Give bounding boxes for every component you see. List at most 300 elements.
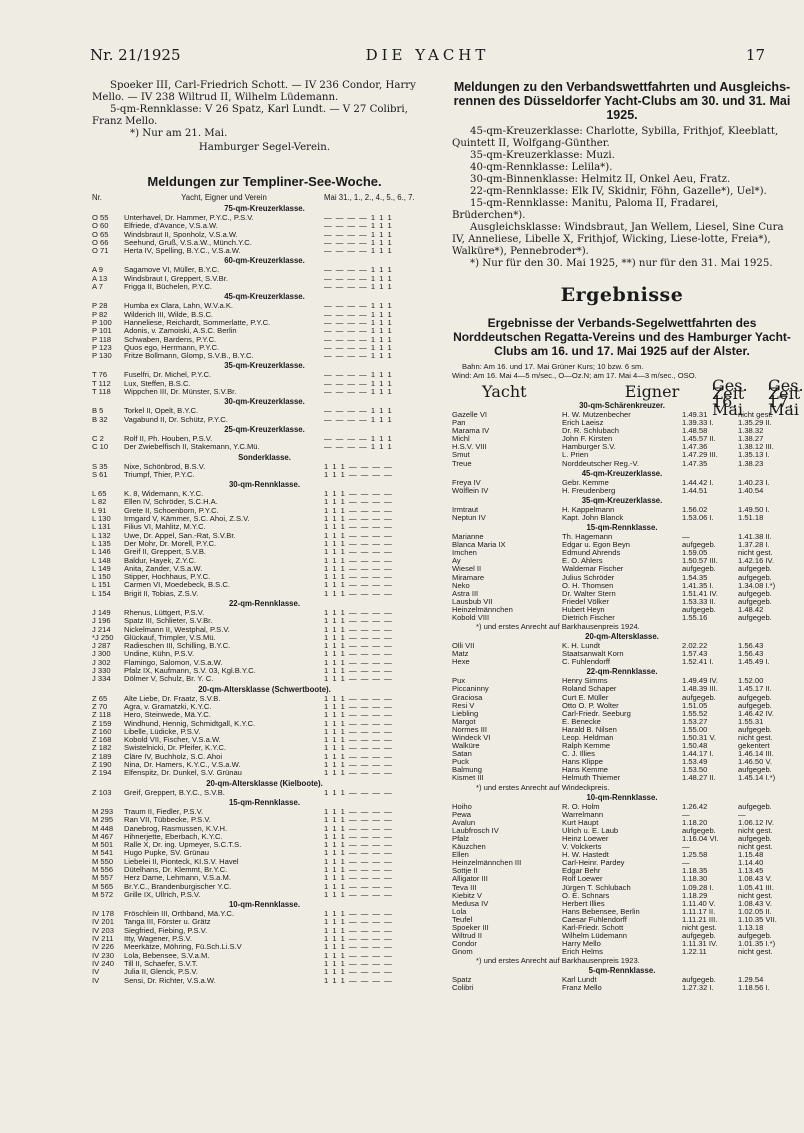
class-heading: 22-qm-Rennklasse. <box>228 598 301 608</box>
sail-number: J 302 <box>92 657 111 667</box>
yacht-entry: Meerkätze, Möhring, Fü.Sch.Li.S.V <box>124 942 242 952</box>
sail-number: B 32 <box>92 414 108 424</box>
time-17-mai: aufgegeb. <box>738 931 772 941</box>
owner-name: Gebr. Kemme <box>562 477 609 487</box>
meldungen-title: Meldungen zu den Verbandswettfahrten und Ausgleichs-rennen des Düsseldorfer Yacht-Clubs am 30. und 31. Mai 1925. <box>453 80 791 122</box>
sail-number: A 13 <box>92 273 108 283</box>
race-marks: — — — — 1 1 1 <box>324 282 393 292</box>
race-marks: 1 1 1 — — — — <box>324 934 393 944</box>
yacht-name: Teva III <box>452 882 477 892</box>
race-marks: 1 1 1 — — — — <box>324 925 393 935</box>
race-marks: — — — — 1 1 1 <box>324 246 393 256</box>
race-marks: 1 1 1 — — — — <box>324 547 393 557</box>
time-17-mai: 1.05.41 III. <box>738 882 774 892</box>
sail-number: C 2 <box>92 433 104 443</box>
owner-name: Carl-Heinr. Pardey <box>562 858 625 868</box>
yacht-entry: Lux, Steffen, B.S.C. <box>124 378 191 388</box>
time-16-mai: 1.56.02 <box>682 504 708 514</box>
yacht-entry: Siegfried, Fiebing, P.S.V. <box>124 925 208 935</box>
time-17-mai: 1.52.00 <box>738 676 764 686</box>
yacht-entry: Frigga II, Büchelen, P.Y.C. <box>124 282 212 292</box>
yacht-entry: Itty, Wagener, P.S.V. <box>124 934 192 944</box>
sail-number: L 82 <box>92 497 107 507</box>
yacht-name: Piccaninny <box>452 684 489 694</box>
ergebnisse-heading: Ergebnisse <box>560 284 684 306</box>
yacht-name: Spatz <box>452 975 472 985</box>
time-17-mai: 1.34.08 I.*) <box>738 580 776 590</box>
yacht-name: Teufel <box>452 914 473 924</box>
section-title: Meldungen zur Templiner-See-Woche. <box>147 174 382 189</box>
time-17-mai: aufgegeb. <box>738 801 772 811</box>
race-marks: — — — — 1 1 1 <box>324 414 393 424</box>
wind-info: Wind: Am 16. Mai 4—5 m/sec., O—Oz.N; am 17. Mai 4—3 m/sec., OSO. <box>452 371 697 380</box>
sail-number: L 154 <box>92 588 111 598</box>
sail-number: J 287 <box>92 641 111 651</box>
time-16-mai: — <box>682 842 690 852</box>
time-16-mai: 1.52.41 I. <box>682 657 714 667</box>
magazine-title: DIE YACHT <box>365 46 490 64</box>
time-16-mai: 1.44.42 I. <box>682 477 714 487</box>
yacht-entry: Till II, Schaefer, S.V.T. <box>124 958 198 968</box>
sail-number: IV 203 <box>92 925 114 935</box>
yacht-entry: Ellen IV, Schröder, S.C.H.A. <box>124 497 218 507</box>
time-17-mai: 1.35.13 I. <box>738 450 770 460</box>
race-marks: 1 1 1 — — — — <box>324 514 393 524</box>
time-17-mai: 1.13.45 <box>738 866 764 876</box>
race-marks: 1 1 1 — — — — <box>324 616 393 626</box>
table-row <box>92 590 437 598</box>
race-marks: 1 1 1 — — — — <box>324 607 393 617</box>
time-17-mai: 1.08.43 V. <box>738 898 772 908</box>
time-17-mai: nicht gest. <box>738 947 773 957</box>
time-17-mai: 1.38.27 <box>738 434 764 444</box>
sail-number: T 112 <box>92 378 111 388</box>
yacht-name: Spoeker III <box>452 922 489 932</box>
time-16-mai: 1.48.39 III. <box>682 684 718 694</box>
page-number: 17 <box>745 46 765 64</box>
time-17-mai: 1.55.31 <box>738 716 764 726</box>
yacht-name: Condor <box>452 939 477 949</box>
yacht-entry: Der Mohr, Dr. Morell, P.Y.C. <box>124 538 217 548</box>
sail-number: L 65 <box>92 489 107 499</box>
sail-number: A 9 <box>92 265 103 275</box>
time-16-mai: 1.44.51 <box>682 485 708 495</box>
time-16-mai: nicht gest. <box>682 922 717 932</box>
yacht-name: Michl <box>452 434 470 444</box>
race-marks: — — — — 1 1 1 <box>324 229 393 239</box>
time-17-mai: 1.02.05 II. <box>738 906 772 916</box>
yacht-entry: Hanneliese, Reichardt, Sommerlatte, P.Y.C. <box>124 317 271 327</box>
table-row <box>92 769 437 777</box>
owner-name: Carl-Friedr. Seeburg <box>562 708 631 718</box>
class-heading: 20-qm-Altersklasse (Kielboote). <box>206 778 323 788</box>
sail-number: L 150 <box>92 572 111 582</box>
footnote: *) und erstes Anrecht auf Barkhausenpreis 1924. <box>476 622 640 632</box>
time-17-mai: 1.40.54 <box>738 485 764 495</box>
race-marks: — — — — 1 1 1 <box>324 378 393 388</box>
time-17-mai: aufgegeb. <box>738 572 772 582</box>
yacht-entry: Julia II, Glenck, P.S.V. <box>124 967 198 977</box>
yacht-name: Resi V <box>452 700 475 710</box>
time-17-mai: 1.38.32 <box>738 426 764 436</box>
yacht-name: Kobold VIII <box>452 612 490 622</box>
yacht-entry: Triumpf, Thier, P.Y.C. <box>124 469 195 479</box>
sail-number: IV <box>92 975 100 985</box>
yacht-entry: Glückauf, Trimpler, V.S.Mü. <box>124 632 216 642</box>
time-17-mai: 1.42.16 IV. <box>738 556 775 566</box>
owner-name: Staatsanwalt Korn <box>562 649 624 659</box>
sail-number: O 71 <box>92 246 109 256</box>
yacht-name: Pfalz <box>452 833 469 843</box>
sail-number: J 300 <box>92 649 111 659</box>
class-heading: 15-qm-Rennklasse. <box>228 797 301 807</box>
sail-number: M 565 <box>92 881 114 891</box>
yacht-entry: Pfalz IX, Kaufmann, S.V. 03, Kgl.B.Y.C. <box>124 666 256 676</box>
entry-paragraph: 15-qm-Rennklasse: Manitu, Paloma II, Fradarei, Brüderchen*). <box>452 198 719 221</box>
yacht-name: Satan <box>452 749 472 759</box>
class-heading: 35-qm-Kreuzerklasse. <box>224 361 305 371</box>
race-marks: 1 1 1 — — — — <box>324 710 393 720</box>
yacht-entry: Filius VI, Mahlitz, M.Y.C. <box>124 522 206 532</box>
time-16-mai: 1.45.57 II. <box>682 434 716 444</box>
time-17-mai: 1.14.40 <box>738 858 764 868</box>
owner-name: Heinz Loewer <box>562 833 609 843</box>
sail-number: L 132 <box>92 530 111 540</box>
time-16-mai: 1.48.27 II. <box>682 773 716 783</box>
race-marks: 1 1 1 — — — — <box>324 580 393 590</box>
table-row <box>92 416 437 424</box>
yacht-name: Laubfrosch IV <box>452 825 499 835</box>
table-row <box>92 675 437 683</box>
time-17-mai: 1.46.42 IV. <box>738 708 775 718</box>
race-marks: 1 1 1 — — — — <box>324 856 393 866</box>
owner-name: K. H. Lundt <box>562 641 600 651</box>
yacht-name: Heinzelmännchen <box>452 604 513 614</box>
table-row <box>452 487 792 495</box>
owner-name: Harry Mello <box>562 939 601 949</box>
yacht-entry: Der Zwiebelfisch II, Stakemann, Y.C.Mü. <box>124 442 260 452</box>
sail-number: M 541 <box>92 848 114 858</box>
yacht-entry: Wippchen III, Dr. Münster, S.V.Br. <box>124 387 237 397</box>
sail-number: L 131 <box>92 522 111 532</box>
time-17-mai: aufgegeb. <box>738 588 772 598</box>
race-marks: 1 1 1 — — — — <box>324 649 393 659</box>
entry-paragraph: 22-qm-Rennklasse: Elk IV, Skidnir, Föhn, Gazelle*), Uel*). <box>470 186 767 197</box>
yacht-entry: Stipper, Hochhaus, P.Y.C. <box>124 572 211 582</box>
owner-name: Helmuth Thiemer <box>562 773 621 783</box>
sail-number: M 556 <box>92 865 114 874</box>
yacht-entry: Rolf II, Ph. Houben, P.S.V. <box>124 433 213 443</box>
sail-number: M 467 <box>92 831 114 841</box>
owner-name: Th. Hagemann <box>562 532 613 542</box>
yacht-entry: Baldur, Hayek, Z.Y.C. <box>124 555 197 565</box>
sail-number: P 82 <box>92 309 108 319</box>
time-17-mai: aufgegeb. <box>738 765 772 775</box>
sail-number: Z 160 <box>92 726 112 736</box>
table-row <box>452 658 792 666</box>
class-heading: 20-qm-Altersklasse (Schwertboote). <box>198 684 331 694</box>
page-header <box>90 46 765 68</box>
yacht-name: Gazelle VI <box>452 410 488 419</box>
owner-name: Jürgen T. Schlubach <box>562 882 631 892</box>
race-marks: 1 1 1 — — — — <box>324 831 393 841</box>
entry-paragraph: *) Nur für den 30. Mai 1925, **) nur für den 31. Mai 1925. <box>470 258 773 269</box>
yacht-entry: Flamingo, Salomon, V.S.a.W. <box>124 657 223 667</box>
table-row <box>92 388 437 396</box>
right-column <box>452 80 804 993</box>
yacht-entry: Ralle X, Dr. ing. Upmeyer, S.C.T.S. <box>124 840 242 850</box>
time-17-mai: 1.13.18 <box>738 922 764 932</box>
yacht-entry: Brigit II, Tobias, Z.S.V. <box>124 588 199 598</box>
time-16-mai: 1.53.33 II. <box>682 596 716 606</box>
yacht-entry: Unterhavel, Dr. Hammer, P.Y.C., P.S.V. <box>124 213 254 222</box>
race-marks: 1 1 1 — — — — <box>324 563 393 573</box>
race-marks: 1 1 1 — — — — <box>324 743 393 753</box>
yacht-entry: Ran VII, Tübbecke, P.S.V. <box>124 815 211 825</box>
table-row <box>92 891 437 899</box>
race-marks: 1 1 1 — — — — <box>324 461 393 471</box>
time-17-mai: 1.38.23 <box>738 458 764 468</box>
race-marks: 1 1 1 — — — — <box>324 889 393 899</box>
race-marks: 1 1 1 — — — — <box>324 760 393 770</box>
time-16-mai: 1.18.35 <box>682 866 708 876</box>
table-row <box>92 977 437 985</box>
sail-number: A 7 <box>92 282 103 292</box>
time-16-mai: 1.16.04 VI. <box>682 833 719 843</box>
race-marks: 1 1 1 — — — — <box>324 530 393 540</box>
owner-name: Warrelmann <box>562 809 604 819</box>
owner-name: Dietrich Fischer <box>562 612 615 622</box>
yacht-entry: Dütelhans, Dr. Klemmt, Br.Y.C. <box>124 865 228 874</box>
owner-name: Friedel Völker <box>562 596 609 606</box>
sail-number: O 65 <box>92 229 109 239</box>
yacht-name: H.S.V. VIII <box>452 442 487 452</box>
race-marks: 1 1 1 — — — — <box>324 865 393 874</box>
time-17-mai: 1.41.38 II. <box>738 532 772 542</box>
time-16-mai: 1.47.29 III. <box>682 450 718 460</box>
time-16-mai: 1.50.31 V. <box>682 733 716 742</box>
yacht-entry: Greif, Greppert, B.Y.C., S.V.B. <box>124 787 225 797</box>
time-17-mai: 1.01.35 I.*) <box>738 939 776 949</box>
race-marks: 1 1 1 — — — — <box>324 768 393 778</box>
race-marks: 1 1 1 — — — — <box>324 840 393 850</box>
time-17-mai: 1.45.14 I.*) <box>738 773 776 783</box>
sail-number: T 118 <box>92 387 111 397</box>
yacht-name: Windeck VI <box>452 733 491 742</box>
meldungen-list <box>452 126 792 270</box>
time-16-mai: aufgegeb. <box>682 564 716 574</box>
yacht-entry: Anita, Zander, V.S.a.W. <box>124 563 203 573</box>
owner-name: Otto O. P. Wolter <box>562 700 619 710</box>
time-17-mai: 1.15.48 <box>738 850 764 860</box>
owner-name: Henry Simms <box>562 676 608 686</box>
yacht-entry: Quos ego, Herrmann, P.Y.C. <box>124 342 220 352</box>
header-time-16: Ges. Zeit 16. Mai <box>712 376 748 419</box>
yacht-name: Balmung <box>452 765 482 775</box>
race-marks: — — — — 1 1 1 <box>324 334 393 344</box>
yacht-entry: Spatz III, Schlieter, S.V.Br. <box>124 616 213 626</box>
sail-number: Z 190 <box>92 760 112 770</box>
sail-number: C 10 <box>92 442 109 452</box>
sail-number: J 330 <box>92 666 111 676</box>
race-marks: 1 1 1 — — — — <box>324 588 393 598</box>
time-16-mai: 1.50.48 <box>682 741 708 751</box>
owner-name: Hamburger S.V. <box>562 442 616 452</box>
table-row <box>92 789 437 797</box>
class-heading: 22-qm-Rennklasse. <box>586 667 658 677</box>
yacht-name: Irmtraut <box>452 504 479 514</box>
class-heading: 60-qm-Kreuzerklasse. <box>224 256 305 266</box>
yacht-entry: Libelle, Lüdicke, P.S.V. <box>124 726 201 736</box>
race-marks: 1 1 1 — — — — <box>324 975 393 985</box>
owner-name: C. J. Illies <box>562 749 595 759</box>
time-17-mai: 1.38.12 III. <box>738 442 774 452</box>
time-16-mai: 1.25.58 <box>682 850 708 860</box>
sail-number: J 334 <box>92 674 111 684</box>
yacht-name: Pewa <box>452 809 471 819</box>
race-marks: — — — — 1 1 1 <box>324 442 393 452</box>
yacht-name: Walküre <box>452 741 480 751</box>
yacht-entry: Dölmer V, Schulz, Br. Y. C. <box>124 674 214 684</box>
yacht-name: Heinzelmännchen III <box>452 858 522 868</box>
yacht-entry: Seehund, Gruß, V.S.a.W., Münch.Y.C. <box>124 237 252 247</box>
time-17-mai: nicht gest. <box>738 825 773 835</box>
yacht-entry: Uwe, Dr. Appel, San.-Rat, S.V.Br. <box>124 530 236 540</box>
time-16-mai: 1.54.35 <box>682 572 708 582</box>
class-heading: 30-qm-Schärenkreuzer. <box>579 401 665 410</box>
table-row <box>92 283 437 291</box>
yacht-entry: Herta IV, Spelling, B.Y.C., V.S.a.W. <box>124 246 241 256</box>
race-marks: 1 1 1 — — — — <box>324 815 393 825</box>
table-row <box>452 948 792 956</box>
yacht-entry: Undine, Kühn, P.S.V. <box>124 649 195 659</box>
yacht-entry: Fuselfri, Dr. Michel, P.Y.C. <box>124 370 212 380</box>
time-17-mai: 1.40.23 I. <box>738 477 770 487</box>
yacht-name: Lausbub VII <box>452 596 493 606</box>
time-16-mai: 1.11.31 IV. <box>682 939 718 949</box>
class-heading: 45-qm-Kreuzerklasse. <box>224 292 305 302</box>
owner-name: Hans Bebensee, Berlin <box>562 906 640 916</box>
table-header <box>92 193 437 202</box>
sail-number: S 61 <box>92 469 108 479</box>
time-17-mai: aufgegeb. <box>738 700 772 710</box>
class-heading: 35-qm-Kreuzerklasse. <box>581 495 663 505</box>
time-16-mai: 1.41.35 I. <box>682 580 714 590</box>
sail-number: L 151 <box>92 580 111 590</box>
entry-paragraph: 35-qm-Kreuzerklasse: Muzi. <box>470 150 615 161</box>
table-row <box>92 352 437 360</box>
sail-number: M 550 <box>92 856 114 866</box>
yacht-name: Liebling <box>452 708 479 718</box>
race-marks: 1 1 1 — — — — <box>324 632 393 642</box>
yacht-entry: Radieschen III, Schilling, B.Y.C. <box>124 641 231 651</box>
owner-name: H. Freudenberg <box>562 485 616 495</box>
entry-paragraph: 30-qm-Binnenklasse: Helmitz II, Onkel Aeu, Fratz. <box>470 174 731 185</box>
owner-name: Ralph Kemme <box>562 741 611 751</box>
owner-name: Dr. R. Schlubach <box>562 426 619 436</box>
race-marks: 1 1 1 — — — — <box>324 674 393 684</box>
owner-name: Caesar Fuhlendorff <box>562 914 627 924</box>
race-marks: 1 1 1 — — — — <box>324 917 393 927</box>
race-marks: — — — — 1 1 1 <box>324 265 393 275</box>
sail-number: J 214 <box>92 624 111 634</box>
yacht-entry: Greif II, Greppert, S.V.B. <box>124 547 207 557</box>
owner-name: Edgar Behr <box>562 866 601 876</box>
sail-number: Z 65 <box>92 693 108 703</box>
yacht-name: Sottje II <box>452 866 478 876</box>
yacht-name: Imchen <box>452 548 477 558</box>
race-marks: 1 1 1 — — — — <box>324 942 393 952</box>
yacht-entry: Cläre IV, Buchholz, S.C. Ahoi <box>124 751 223 761</box>
owner-name: Roland Schaper <box>562 684 617 694</box>
time-16-mai: 1.51.05 <box>682 700 708 710</box>
sail-number: Z 103 <box>92 787 112 797</box>
race-marks: 1 1 1 — — — — <box>324 657 393 667</box>
sail-number: Z 189 <box>92 751 112 761</box>
yacht-entry: Sensi, Dr. Richter, V.S.a.W. <box>124 975 216 985</box>
time-17-mai: nicht gest. <box>738 842 773 852</box>
owner-name: Erich Helms <box>562 947 603 957</box>
sail-number: Z 118 <box>92 710 111 720</box>
time-16-mai: aufgegeb. <box>682 692 716 702</box>
yacht-entry: Agra, v. Gramatzki, K.Y.C. <box>124 701 212 711</box>
time-17-mai: 1.29.54 <box>738 975 764 985</box>
owner-name: Wilhelm Lüdemann <box>562 931 627 941</box>
race-marks: 1 1 1 — — — — <box>324 497 393 507</box>
time-16-mai: 1.11.40 V. <box>682 898 716 908</box>
time-17-mai: gekentert <box>738 741 770 751</box>
race-marks: 1 1 1 — — — — <box>324 572 393 582</box>
race-marks: 1 1 1 — — — — <box>324 469 393 479</box>
time-16-mai: 1.18.29 <box>682 890 708 900</box>
yacht-name: Medusa IV <box>452 898 489 908</box>
yacht-name: Wölflein IV <box>452 485 489 495</box>
yacht-entry: Nickelmann II, Westphal, P.S.V. <box>124 624 230 634</box>
time-16-mai: 1.47.36 <box>682 442 708 452</box>
time-16-mai: 1.53.27 <box>682 716 708 726</box>
intro-paragraph: 5-qm-Rennklasse: V 26 Spatz, Karl Lundt. — V 27 Colibri, Franz Mello. <box>92 104 408 127</box>
time-16-mai: 1.53.50 <box>682 765 708 775</box>
race-marks: 1 1 1 — — — — <box>324 881 393 891</box>
owner-name: Erich Laeisz <box>562 418 604 428</box>
class-heading: 30-qm-Rennklasse. <box>228 480 301 490</box>
yacht-entry: Grete II, Schoenborn, P.Y.C. <box>124 505 219 515</box>
yacht-name: Ellen <box>452 850 469 860</box>
header-name: Yacht, Eigner und Verein <box>181 193 267 202</box>
table-row <box>452 614 792 622</box>
time-16-mai: 1.55.00 <box>682 724 708 734</box>
yacht-entry: Irmgard V, Kämmer, S.C. Ahoi, Z.S.V. <box>124 514 250 524</box>
time-16-mai: 1.50.57 III. <box>682 556 718 566</box>
owner-name: Edgar u. Egon Beyn <box>562 540 630 550</box>
race-marks: 1 1 1 — — — — <box>324 489 393 499</box>
class-heading: 20-qm-Altersklasse. <box>585 632 659 642</box>
sail-number: M 501 <box>92 840 114 850</box>
race-marks: 1 1 1 — — — — <box>324 958 393 968</box>
time-16-mai: aufgegeb. <box>682 931 716 941</box>
intro-paragraph: Spoeker III, Carl-Friedrich Schott. — IV 236 Condor, Harry Mello. — IV 238 Wiltrud II, Wilhelm Lüdemann. <box>92 80 416 103</box>
race-marks: — — — — 1 1 1 <box>324 406 393 416</box>
table-row <box>452 984 792 992</box>
sail-number: P 123 <box>92 342 112 352</box>
race-marks: 1 1 1 — — — — <box>324 806 393 816</box>
sail-number: P 100 <box>92 317 112 327</box>
class-heading: 10-qm-Rennklasse. <box>586 792 658 802</box>
class-heading: 15-qm-Rennklasse. <box>586 523 658 533</box>
time-16-mai: 1.55.16 <box>682 612 708 622</box>
time-16-mai: 1.11.17 II. <box>682 906 716 916</box>
intro-footnote: *) Nur am 21. Mai. <box>130 128 228 139</box>
